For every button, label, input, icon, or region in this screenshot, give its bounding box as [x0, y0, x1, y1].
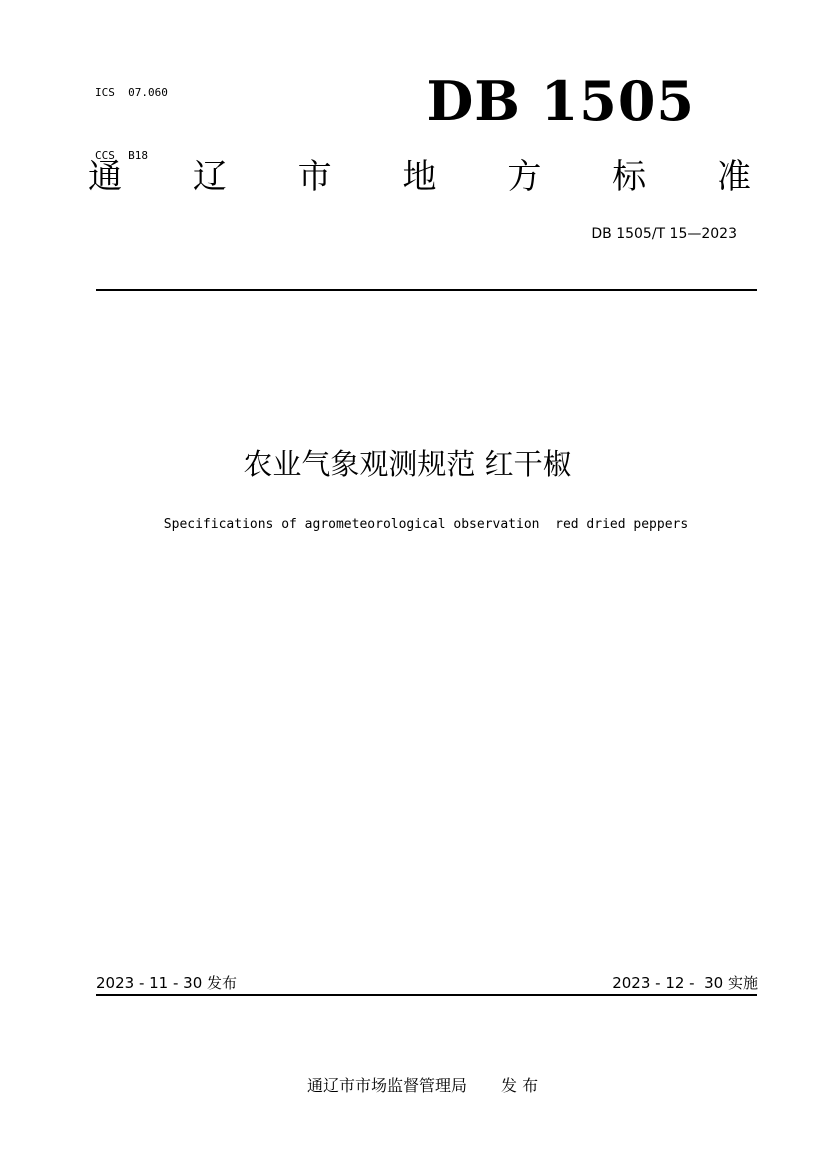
standard-type-char: 地 [402, 157, 437, 197]
standard-type-char: 方 [507, 157, 542, 197]
ccs-code: CCS B18 [95, 149, 148, 162]
chinese-title: 农业气象观测规范 红干椒 [243, 447, 572, 481]
issuer-action: 发 布 [501, 1076, 539, 1095]
bottom-divider [96, 994, 757, 996]
english-title: Specifications of agrometeorological observation red dried peppers [163, 517, 689, 532]
issuer-name: 通辽市市场监督管理局 [307, 1076, 468, 1095]
standard-type-char: 辽 [192, 157, 227, 197]
standard-type-heading [88, 155, 751, 199]
top-divider [96, 289, 757, 291]
standard-type-char: 市 [297, 157, 332, 197]
standard-type-char: 标 [612, 157, 647, 197]
issue-date: 2023 - 11 - 30 发布 [96, 974, 238, 992]
standard-type-char: 准 [716, 157, 751, 197]
standard-number: DB 1505/T 15—2023 [591, 226, 737, 242]
standard-type-char: 通 [88, 157, 122, 197]
db-logo-mark: DB 1505 [426, 69, 695, 133]
ics-code: ICS 07.060 [95, 86, 168, 99]
implementation-date: 2023 - 12 - 30 实施 [612, 974, 758, 992]
issuing-authority [0, 1053, 815, 1097]
